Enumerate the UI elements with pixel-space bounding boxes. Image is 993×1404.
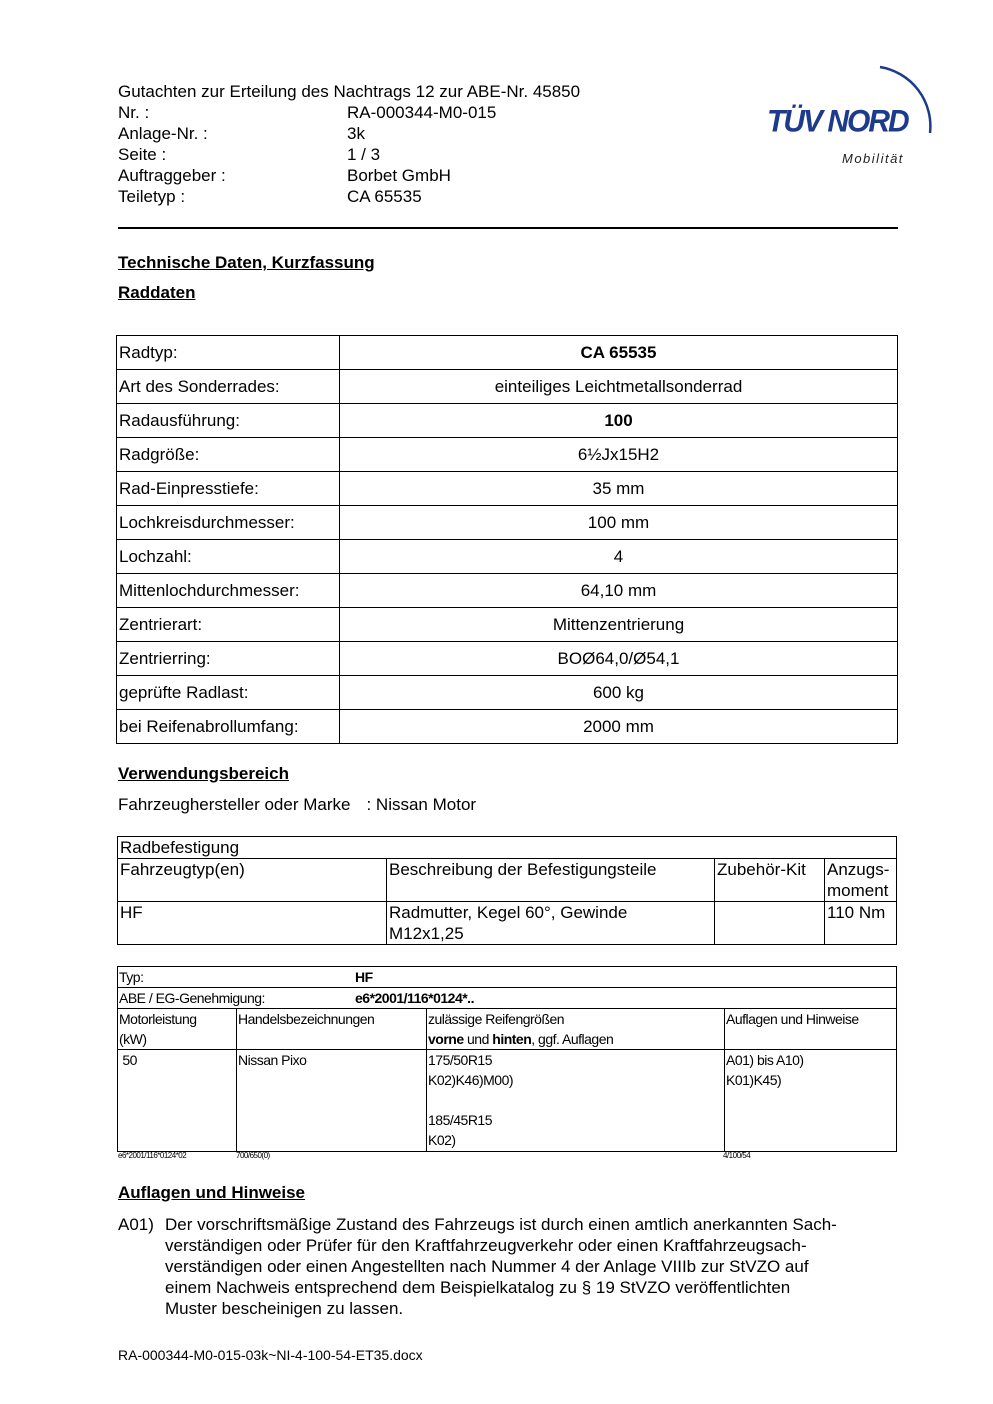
raddaten-row — [117, 574, 898, 608]
typ-foot-1: e6*2001/116*0124*02 — [118, 1151, 187, 1160]
heading-technische-daten: Technische Daten, Kurzfassung — [118, 253, 375, 272]
typ-row: Typ: HF — [118, 967, 897, 988]
heading-auflagen: Auflagen und Hinweise — [118, 1183, 306, 1202]
raddaten-row — [117, 642, 898, 676]
raddaten-table — [116, 335, 898, 744]
document-header — [118, 81, 580, 207]
raddaten-value: Mittenzentrierung — [340, 608, 898, 642]
bef-header-beschreibung: Beschreibung der Befestigungsteile — [387, 859, 715, 902]
raddaten-row — [117, 608, 898, 642]
typ-foot-3: 4/100/54 — [723, 1151, 751, 1160]
bef-header-typ: Fahrzeugtyp(en) — [118, 859, 387, 902]
raddaten-label: Radausführung: — [117, 404, 340, 438]
typ-row-reifen: 175/50R15 K02)K46)M00) 185/45R15 K02) — [427, 1050, 725, 1152]
hersteller-label: Fahrzeughersteller oder Marke — [118, 795, 351, 814]
raddaten-label: Radtyp: — [117, 336, 340, 370]
abe-row: ABE / EG-Genehmigung: e6*2001/116*0124*.. — [118, 988, 897, 1009]
raddaten-row — [117, 506, 898, 540]
raddaten-label: Radgröße: — [117, 438, 340, 472]
raddaten-value: einteiliges Leichtmetallsonderrad — [340, 370, 898, 404]
raddaten-value: 6½Jx15H2 — [340, 438, 898, 472]
raddaten-label: Rad-Einpresstiefe: — [117, 472, 340, 506]
bef-row-beschreibung: Radmutter, Kegel 60°, Gewinde M12x1,25 — [387, 902, 715, 945]
bef-row-moment: 110 Nm — [825, 902, 897, 945]
typ-header-kw: Motorleistung (kW) — [118, 1009, 237, 1050]
footer-filename: RA-000344-M0-015-03k~NI-4-100-54-ET35.docx — [118, 1347, 423, 1363]
raddaten-row — [117, 404, 898, 438]
typ-row-kw: 50 — [118, 1050, 237, 1152]
raddaten-value: CA 65535 — [340, 336, 898, 370]
raddaten-row — [117, 676, 898, 710]
raddaten-label: Zentrierart: — [117, 608, 340, 642]
header-row-teiletyp: Teiletyp : CA 65535 — [118, 187, 422, 206]
header-row-seite: Seite : 1 / 3 — [118, 145, 381, 164]
tuev-nord-logo — [760, 55, 945, 170]
bef-row-kit — [715, 902, 825, 945]
befestigung-table — [117, 836, 897, 945]
raddaten-label: Zentrierring: — [117, 642, 340, 676]
hersteller-value: Nissan Motor — [375, 795, 477, 814]
typ-header-auflagen: Auflagen und Hinweise — [725, 1009, 897, 1050]
header-row-nr: Nr. : RA-000344-M0-015 — [118, 103, 497, 122]
raddaten-value: 35 mm — [340, 472, 898, 506]
typ-row-auflagen: A01) bis A10) K01)K45) — [725, 1050, 897, 1152]
raddaten-value: 64,10 mm — [340, 574, 898, 608]
raddaten-value: 100 — [340, 404, 898, 438]
raddaten-label: Art des Sonderrades: — [117, 370, 340, 404]
hersteller-line — [118, 795, 476, 815]
typ-header-reifen: zulässige Reifengrößen vorne und hinten, ggf. Auflagen — [427, 1009, 725, 1050]
a01-text: Der vorschriftsmäßige Zustand des Fahrzeugs ist durch einen amtlich anerkannten Sach- verständigen oder Prüfer für den Kraftfahrzeugverkehr oder einen Kraftfahrzeugsach- verständigen oder einen Angestellten nach Nummer 4 der Anlage VIIIb zur StVZO auf einem Nachweis entsprechend dem Beispielkatalog zu § 19 StVZO veröffentlichten Muster bescheinigen zu lassen. — [165, 1215, 837, 1318]
typ-foot-2: 700/650(0) — [236, 1151, 270, 1160]
raddaten-row — [117, 472, 898, 506]
header-row-auftraggeber: Auftraggeber : Borbet GmbH — [118, 166, 451, 185]
logo-brand: TÜV NORD — [767, 104, 908, 139]
header-title: Gutachten zur Erteilung des Nachtrags 12 zur ABE-Nr. 45850 — [118, 82, 581, 101]
raddaten-value: 600 kg — [340, 676, 898, 710]
raddaten-row — [117, 710, 898, 744]
typ-table — [117, 966, 897, 1152]
heading-verwendungsbereich: Verwendungsbereich — [118, 764, 289, 783]
befestigung-title: Radbefestigung — [118, 837, 897, 859]
header-rule — [118, 227, 898, 229]
a01-code: A01) — [118, 1215, 154, 1234]
raddaten-label: bei Reifenabrollumfang: — [117, 710, 340, 744]
bef-header-moment: Anzugs- moment — [825, 859, 897, 902]
logo-sub: Mobilität — [842, 151, 904, 166]
typ-row-name: Nissan Pixo — [237, 1050, 427, 1152]
raddaten-row — [117, 336, 898, 370]
heading-raddaten: Raddaten — [118, 283, 196, 302]
raddaten-label: Mittenlochdurchmesser: — [117, 574, 340, 608]
raddaten-value: 2000 mm — [340, 710, 898, 744]
raddaten-row — [117, 370, 898, 404]
raddaten-value: 4 — [340, 540, 898, 574]
header-row-anlage: Anlage-Nr. : 3k — [118, 124, 365, 143]
hersteller-sep: : — [366, 795, 372, 814]
bef-row-typ: HF — [118, 902, 387, 945]
typ-header-handel: Handelsbezeichnungen — [237, 1009, 427, 1050]
raddaten-label: Lochzahl: — [117, 540, 340, 574]
raddaten-row — [117, 438, 898, 472]
raddaten-row — [117, 540, 898, 574]
raddaten-label: geprüfte Radlast: — [117, 676, 340, 710]
raddaten-value: 100 mm — [340, 506, 898, 540]
bef-header-kit: Zubehör-Kit — [715, 859, 825, 902]
raddaten-value: BOØ64,0/Ø54,1 — [340, 642, 898, 676]
raddaten-label: Lochkreisdurchmesser: — [117, 506, 340, 540]
